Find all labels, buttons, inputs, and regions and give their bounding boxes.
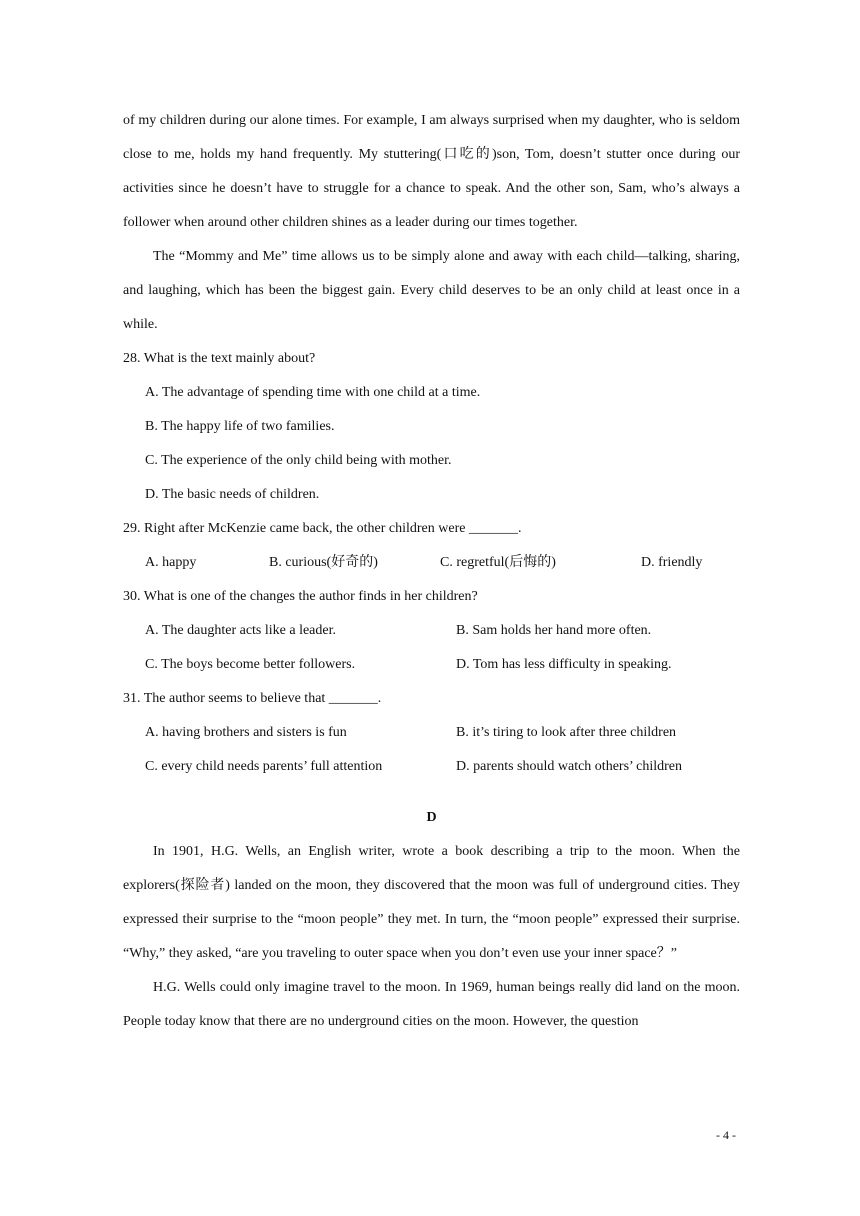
q28-option-a: A. The advantage of spending time with one child at a time.	[145, 385, 481, 400]
passage-d-paragraph-1: In 1901, H.G. Wells, an English writer, wrote a book describing a trip to the moon. When the explorers(探险者) landed on the moon, they discovered that the moon was full of underground cities. They expressed their surprise to the “moon people” they met. In turn, the “moon people” expressed their surprise. “Why,” they asked, “are you traveling to outer space when you don’t even use your inner space？”	[123, 844, 740, 961]
q30-options-row-1	[123, 614, 740, 648]
question-28: 28. What is the text mainly about?	[123, 351, 316, 366]
question-29: 29. Right after McKenzie came back, the other children were _______.	[123, 521, 522, 536]
q31-options-row-1	[123, 716, 740, 750]
q30-options-row-2	[123, 648, 740, 682]
q30-option-c: C. The boys become better followers.	[145, 657, 356, 672]
question-31: 31. The author seems to believe that _______.	[123, 691, 382, 706]
q29-option-a: A. happy	[145, 555, 197, 570]
q29-options	[123, 546, 740, 580]
q28-option-d: D. The basic needs of children.	[145, 487, 320, 502]
q31-option-a: A. having brothers and sisters is fun	[145, 725, 347, 740]
q29-option-b: B. curious(好奇的)	[269, 555, 378, 570]
document-page	[123, 104, 740, 1039]
passage-c-paragraph-1: of my children during our alone times. For example, I am always surprised when my daughter, who is seldom close to me, holds my hand frequently. My stuttering(口吃的)son, Tom, doesn’t stutter once during our activities since he doesn’t have to struggle for a chance to speak. And the other son, Sam, who’s always a follower when around other children shines as a leader during our times together.	[123, 113, 740, 230]
q30-option-a: A. The daughter acts like a leader.	[145, 623, 336, 638]
q28-option-c: C. The experience of the only child being with mother.	[145, 453, 452, 468]
q31-option-d: D. parents should watch others’ children	[456, 759, 683, 774]
q29-option-c: C. regretful(后悔的)	[440, 555, 556, 570]
section-d-heading: D	[426, 810, 437, 825]
q30-option-b: B. Sam holds her hand more often.	[456, 623, 652, 638]
q31-option-b: B. it’s tiring to look after three children	[456, 725, 677, 740]
q30-option-d: D. Tom has less difficulty in speaking.	[456, 657, 672, 672]
page-number: - 4 -	[716, 1128, 736, 1142]
passage-c-paragraph-2: The “Mommy and Me” time allows us to be simply alone and away with each child—talking, sharing, and laughing, which has been the biggest gain. Every child deserves to be an only child at least once in a while.	[123, 249, 740, 332]
q29-option-d: D. friendly	[641, 555, 703, 570]
q31-options-row-2	[123, 750, 740, 784]
passage-d-paragraph-2: H.G. Wells could only imagine travel to the moon. In 1969, human beings really did land on the moon. People today know that there are no underground cities on the moon. However, the question	[123, 980, 740, 1029]
q31-option-c: C. every child needs parents’ full attention	[145, 759, 383, 774]
question-30: 30. What is one of the changes the author finds in her children?	[123, 589, 478, 604]
q28-option-b: B. The happy life of two families.	[145, 419, 335, 434]
